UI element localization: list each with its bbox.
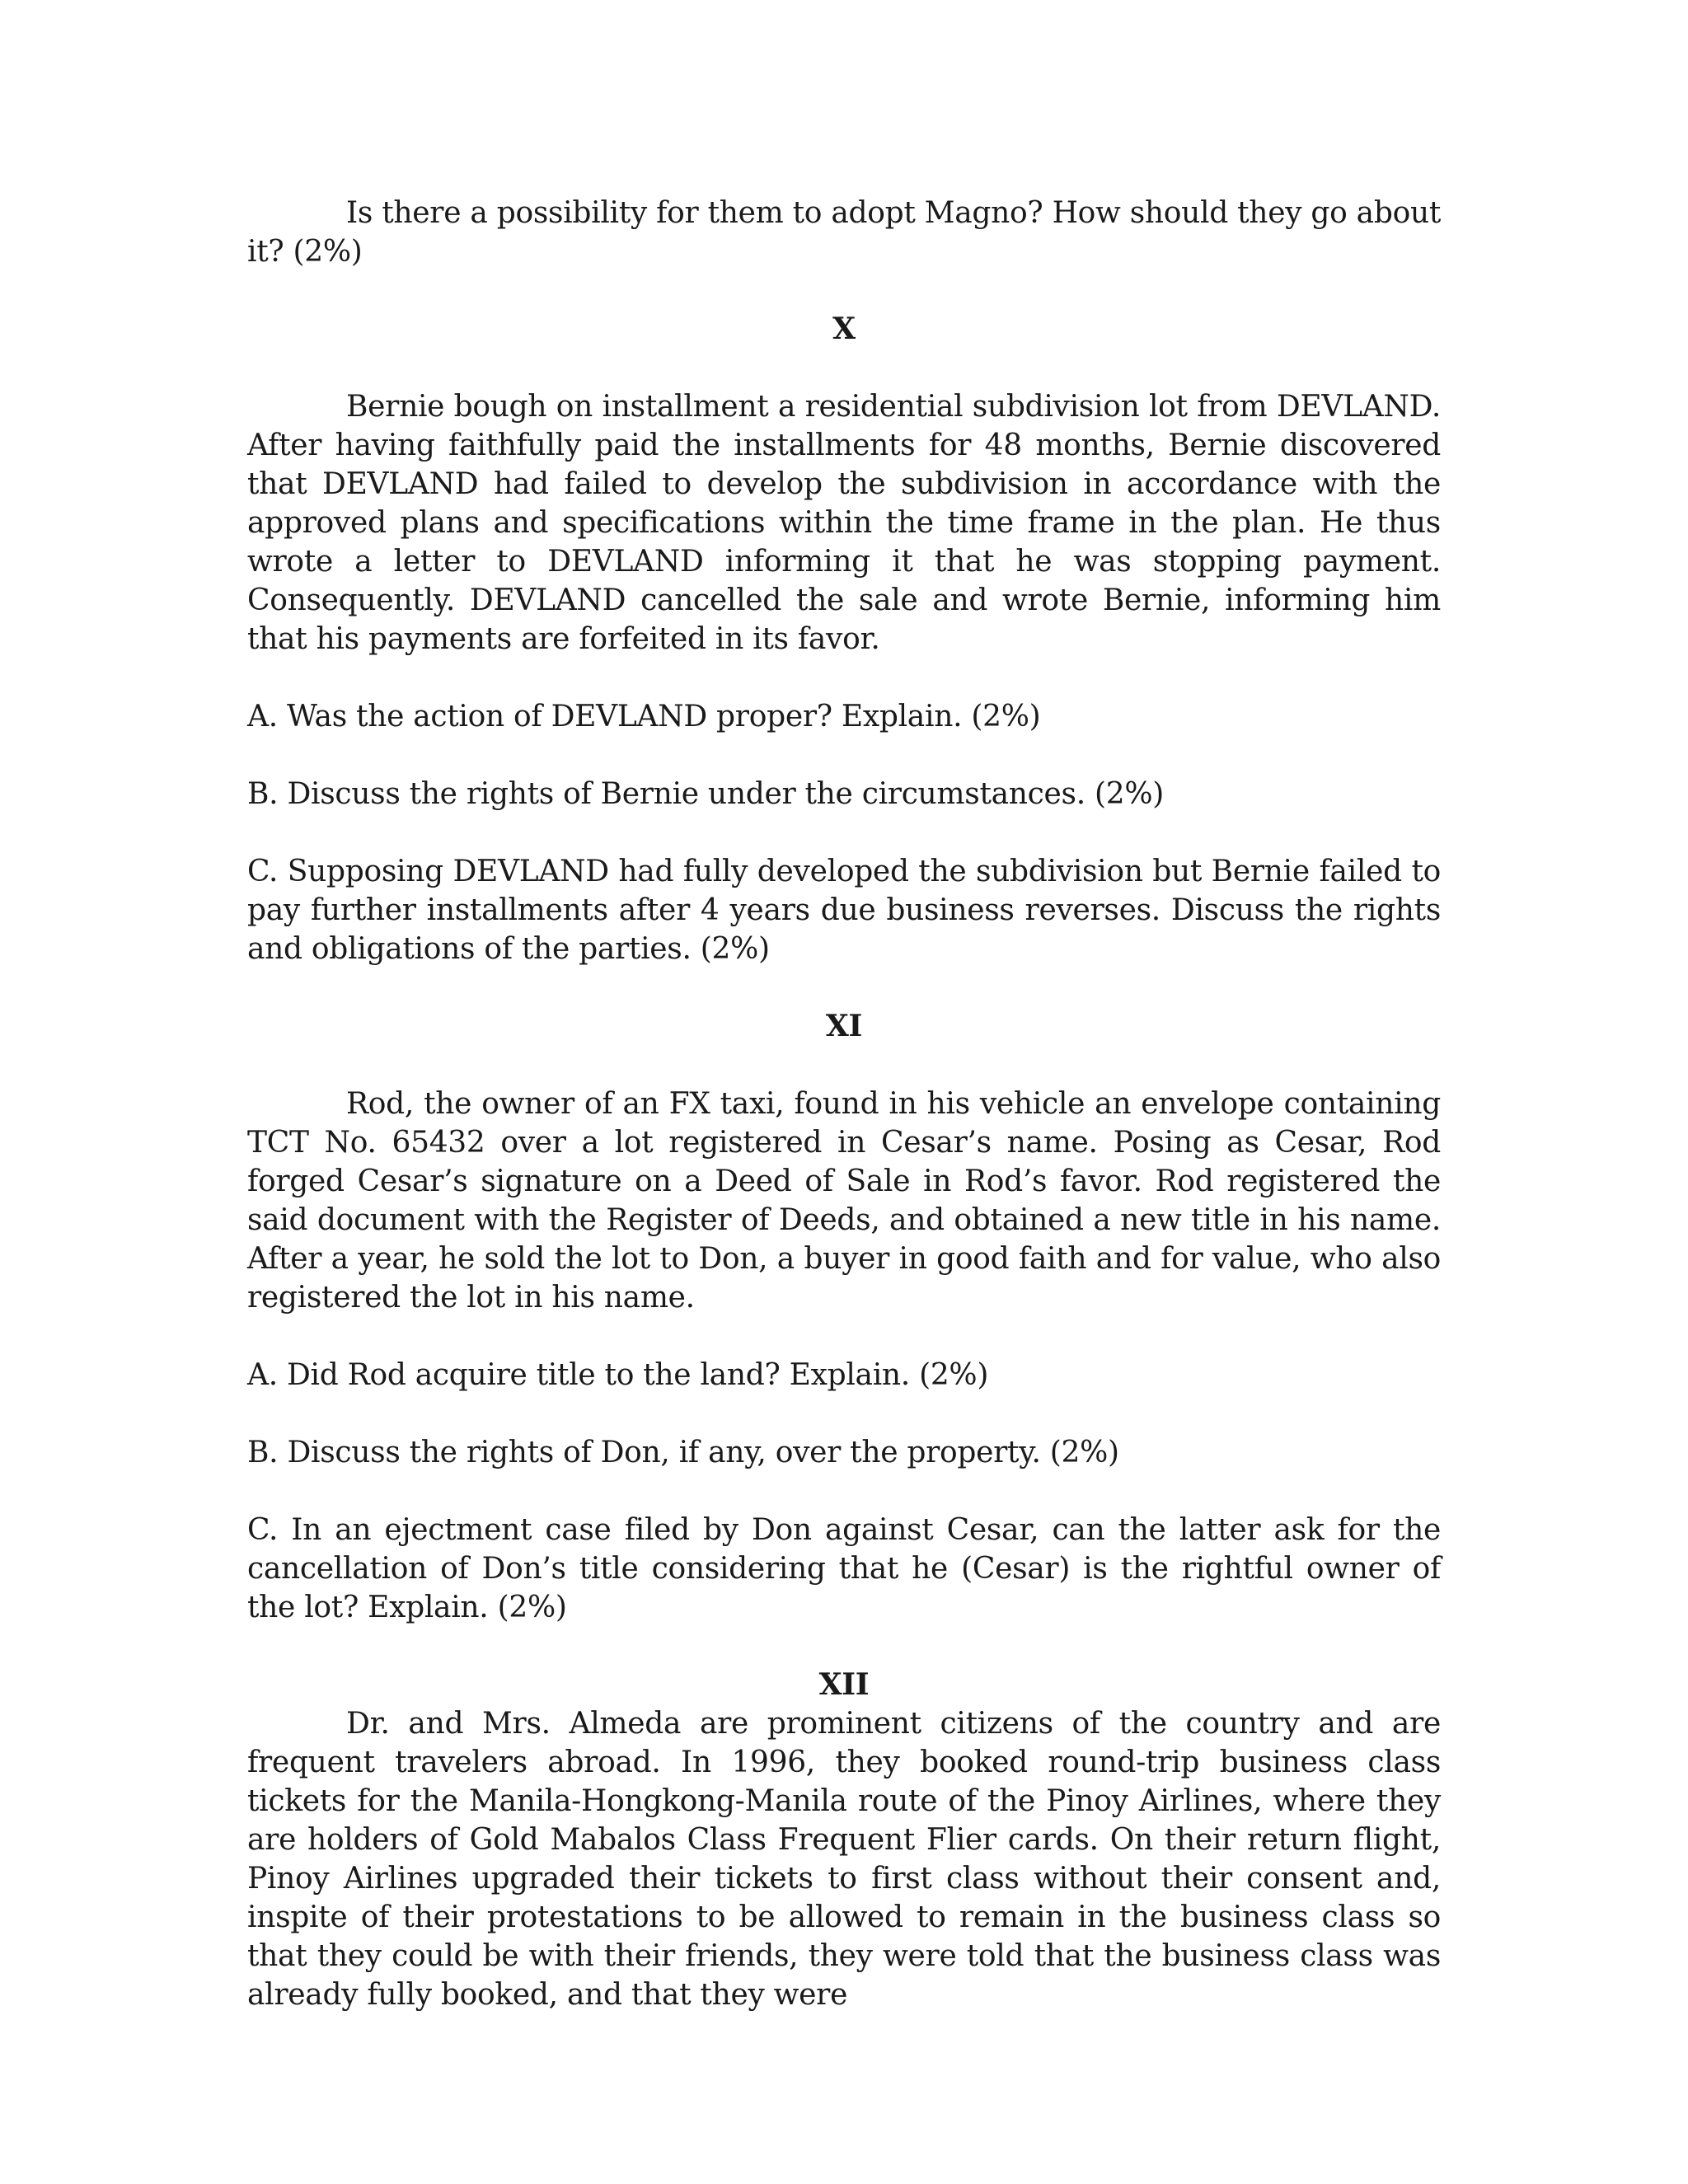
section-heading-xii: XII: [818, 1667, 870, 1702]
section-xi-facts: Rod, the owner of an FX taxi, found in his vehicle an envelope containing TCT No. 65432 over a lot registered in Cesar’s name. Posing as Cesar, Rod forged Cesar’s signature on a Deed of Sale in Rod’s favor. Rod registered the said document with the Register of Deeds, and obtained a new title in his name. After a year, he sold the lot to Don, a buyer in good faith and for value, who also registered the lot in his name.: [247, 1087, 1441, 1315]
intro-question: Is there a possibility for them to adopt Magno? How should they go about it? (2%): [247, 196, 1441, 269]
section-xi-question-b: B. Discuss the rights of Don, if any, over the property. (2%): [247, 1436, 1119, 1469]
section-xi-question-a: A. Did Rod acquire title to the land? Explain. (2%): [247, 1358, 989, 1392]
document-page: [247, 194, 1441, 2014]
section-x-question-a: A. Was the action of DEVLAND proper? Explain. (2%): [247, 700, 1041, 733]
section-x-facts: Bernie bough on installment a residential subdivision lot from DEVLAND. After having faithfully paid the installments for 48 months, Bernie discovered that DEVLAND had failed to develop the subdivision in accordance with the approved plans and specifications within the time frame in the plan. He thus wrote a letter to DEVLAND informing it that he was stopping payment. Consequently. DEVLAND cancelled the sale and wrote Bernie, informing him that his payments are forfeited in its favor.: [247, 390, 1441, 656]
section-x-question-c: C. Supposing DEVLAND had fully developed the subdivision but Bernie failed to pay further installments after 4 years due business reverses. Discuss the rights and obligations of the parties. (2%): [247, 855, 1441, 966]
section-x-question-b: B. Discuss the rights of Bernie under the circumstances. (2%): [247, 777, 1164, 811]
section-xi-question-c: C. In an ejectment case filed by Don against Cesar, can the latter ask for the cancellation of Don’s title considering that he (Cesar) is the rightful owner of the lot? Explain. (2%): [247, 1513, 1441, 1624]
section-heading-x: X: [832, 312, 856, 346]
section-xii-facts: Dr. and Mrs. Almeda are prominent citizens of the country and are frequent travelers abroad. In 1996, they booked round-trip business class tickets for the Manila-Hongkong-Manila route of the Pinoy Airlines, where they are holders of Gold Mabalos Class Frequent Flier cards. On their return flight, Pinoy Airlines upgraded their tickets to first class without their consent and, inspite of their protestations to be allowed to remain in the business class so that they could be with their friends, they were told that the business class was already fully booked, and that they were: [247, 1707, 1441, 2012]
section-heading-xi: XI: [825, 1009, 863, 1043]
